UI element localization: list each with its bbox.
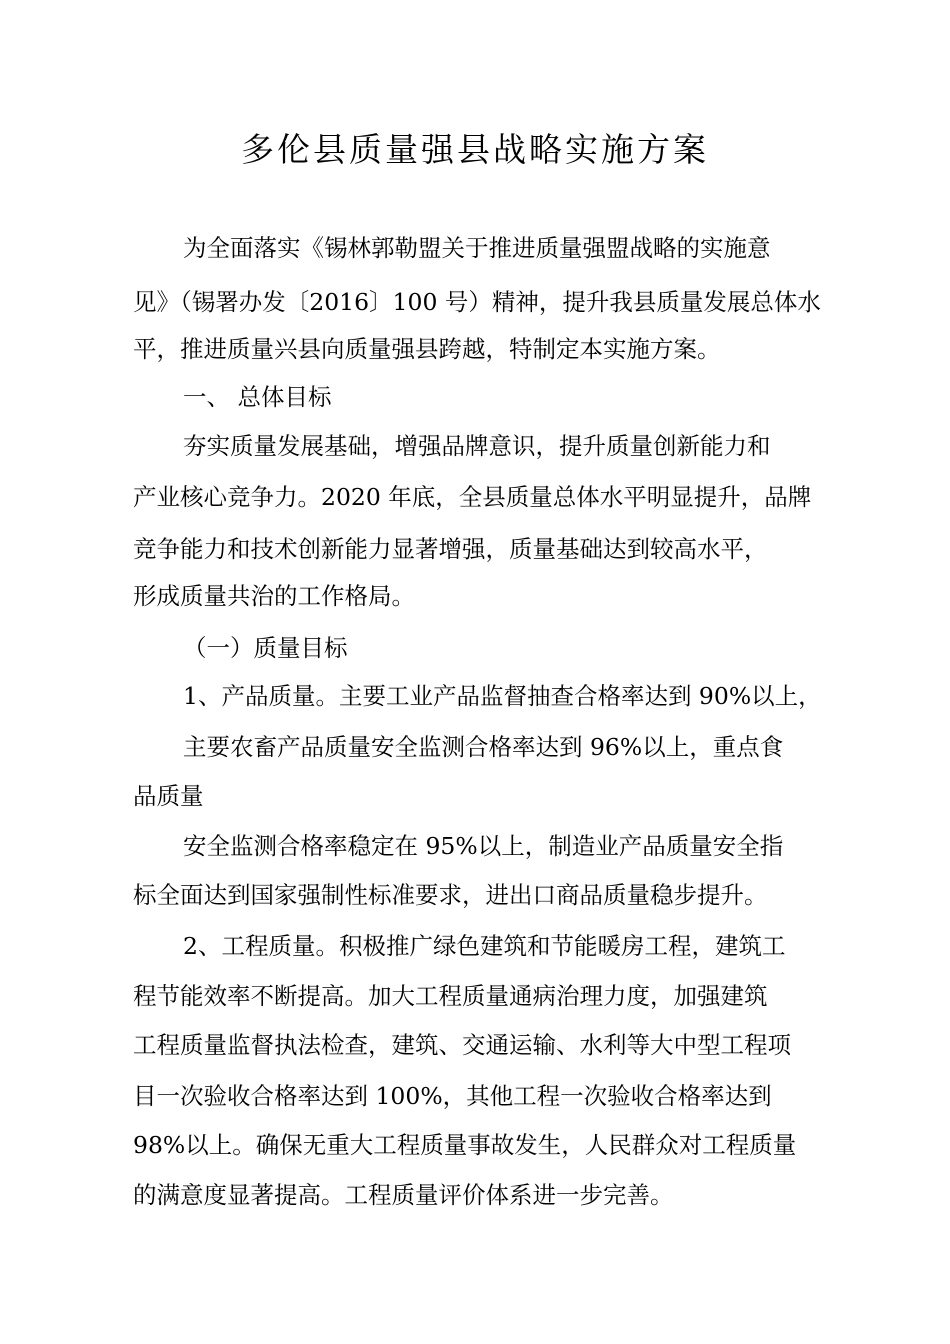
text-line-goals-4: 形成质量共治的工作格局。 — [133, 582, 415, 610]
subsection-heading-quality-goals: （一）质量目标 — [183, 634, 348, 662]
text-line-product-5: 标全面达到国家强制性标准要求，进出口商品质量稳步提升。 — [133, 881, 768, 909]
text-line-engineering-4: 目一次验收合格率达到 100%，其他工程一次验收合格率达到 — [133, 1082, 772, 1110]
text-line-product-4: 安全监测合格率稳定在 95%以上，制造业产品质量安全指 — [183, 832, 784, 860]
text-line-intro-1: 为全面落实《锡林郭勒盟关于推进质量强盟战略的实施意 — [183, 234, 771, 262]
section-heading-overall-goals: 一、 总体目标 — [183, 383, 332, 411]
text-line-product-1: 1、产品质量。主要工业产品监督抽查合格率达到 90%以上， — [183, 682, 822, 710]
text-line-engineering-1: 2、工程质量。积极推广绿色建筑和节能暖房工程，建筑工 — [183, 932, 786, 960]
text-line-product-2: 主要农畜产品质量安全监测合格率达到 96%以上，重点食 — [183, 733, 784, 761]
text-line-engineering-6: 的满意度显著提高。工程质量评价体系进一步完善。 — [133, 1181, 674, 1209]
text-line-intro-2: 见》（锡署办发〔2016〕100 号）精神，提升我县质量发展总体水 — [133, 288, 821, 316]
text-line-engineering-2: 程节能效率不断提高。加大工程质量通病治理力度，加强建筑 — [133, 982, 768, 1010]
text-line-goals-3: 竞争能力和技术创新能力显著增强，质量基础达到较高水平， — [133, 535, 768, 563]
text-line-goals-2: 产业核心竞争力。2020 年底，全县质量总体水平明显提升，品牌 — [133, 483, 812, 511]
text-line-engineering-5: 98%以上。确保无重大工程质量事故发生，人民群众对工程质量 — [133, 1131, 797, 1159]
text-line-goals-1: 夯实质量发展基础，增强品牌意识，提升质量创新能力和 — [183, 432, 771, 460]
document-title: 多伦县质量强县战略实施方案 — [241, 130, 709, 169]
text-line-engineering-3: 工程质量监督执法检查，建筑、交通运输、水利等大中型工程项 — [133, 1031, 791, 1059]
text-line-intro-3: 平，推进质量兴县向质量强县跨越，特制定本实施方案。 — [133, 335, 721, 363]
text-line-product-3: 品质量 — [133, 782, 204, 810]
